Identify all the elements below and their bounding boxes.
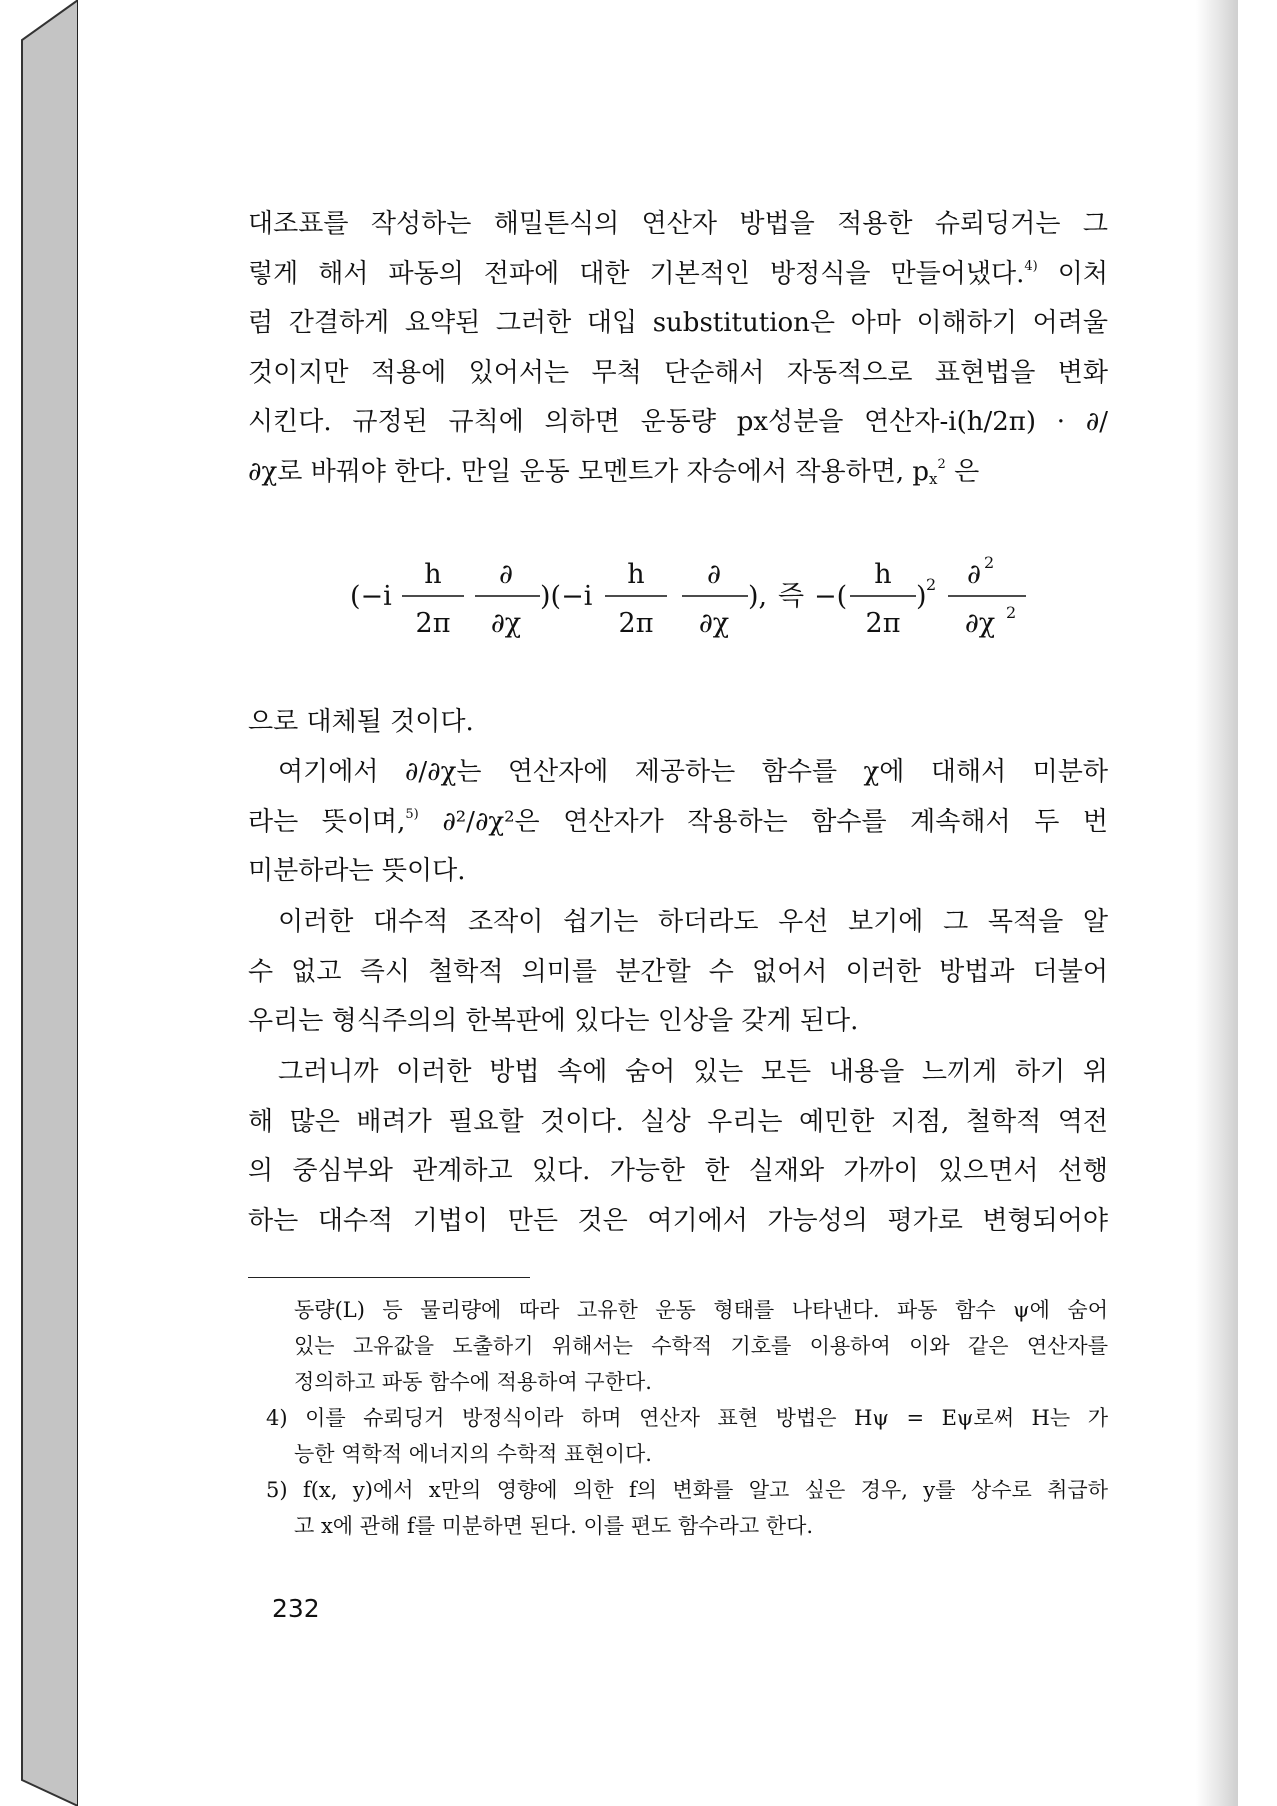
eq-neg-open: −( [814, 581, 848, 612]
page-number: 232 [272, 1594, 320, 1623]
footnote-line: 정의하고 파동 함수에 적용하여 구한다. [294, 1370, 652, 1394]
text-line: 하는 대수적 기법이 만든 것은 여기에서 가능성의 평가로 변형되어야 [248, 1205, 1108, 1236]
text-line: 여기에서 ∂/∂χ는 연산자에 제공하는 함수를 χ에 대해서 미분하 [278, 757, 1108, 787]
text-line: 의 중심부와 관계하고 있다. 가능한 한 실재와 가까이 있으면서 선행 [248, 1156, 1108, 1186]
eq-close-sq: ) [916, 581, 927, 612]
eq-mid: )(−i [540, 581, 593, 612]
text-line: 해 많은 배려가 필요할 것이다. 실상 우리는 예민한 지점, 철학적 역전 [248, 1106, 1108, 1137]
footnote-ref-4: 4) [1024, 258, 1038, 274]
eq-dchi-1: ∂χ [490, 608, 522, 639]
eq-2pi-3: 2π [865, 608, 901, 639]
paragraph-1 [248, 200, 1108, 497]
paragraph-5 [248, 1048, 1108, 1246]
footnote-5 [248, 1472, 1108, 1544]
paragraph-3 [248, 748, 1108, 897]
eq-h-3: h [874, 559, 892, 590]
text-line: 시킨다. 규정된 규칙에 의하면 운동량 px성분을 연산자-i(h/2π) · ∂/ [248, 407, 1108, 437]
page-edge-shadow [1196, 0, 1238, 1806]
eq-open: (−i [350, 581, 392, 612]
eq-partial-sq: ∂ [967, 559, 981, 590]
text-line: ∂χ로 바꿔야 한다. 만일 운동 모멘트가 자승에서 작용하면, $p_x^2$ 은 [248, 456, 980, 488]
text-line: 대조표를 작성하는 해밀튼식의 연산자 방법을 적용한 슈뢰딩거는 그 [248, 209, 1108, 239]
eq-dchi-sq: ∂χ [964, 608, 996, 639]
footnote-divider [248, 1277, 530, 1278]
eq-2pi-1: 2π [415, 608, 451, 639]
text-line: 이러한 대수적 조작이 쉽기는 하더라도 우선 보기에 그 목적을 알 [278, 907, 1108, 937]
svg-text:2: 2 [984, 553, 995, 572]
eq-sq: 2 [926, 575, 937, 594]
text-line: 미분하라는 뜻이다. [248, 856, 466, 886]
text-line: 렇게 해서 파동의 전파에 대한 기본적인 방정식을 만들어냈다.$^{4)}$ 이처 [248, 258, 1108, 289]
eq-h-1: h [424, 559, 442, 590]
eq-partial-2: ∂ [707, 559, 721, 590]
eq-close: ), [748, 581, 768, 612]
eq-partial-1: ∂ [499, 559, 513, 590]
footnote-line: 있는 고유값을 도출하기 위해서는 수학적 기호를 이용하여 이와 같은 연산자를 [294, 1334, 1108, 1358]
paragraph-4 [248, 898, 1108, 1047]
text-line: 라는 뜻이며,$^{5)}$ ∂²/∂χ²은 연산자가 작용하는 함수를 계속해서 두 번 [248, 806, 1108, 837]
footnote-4 [248, 1400, 1108, 1472]
footnote-line: 동량(L) 등 물리량에 따라 고유한 운동 형태를 나타낸다. 파동 함수 ψ에 숨어 [294, 1298, 1108, 1322]
text-line: 럼 간결하게 요약된 그러한 대입 substitution은 아마 이해하기 어려울 [248, 308, 1108, 338]
text-line: 것이지만 적용에 있어서는 무척 단순해서 자동적으로 표현법을 변화 [248, 357, 1108, 388]
footnote-line: 4) 이를 슈뢰딩거 방정식이라 하며 연산자 표현 방법은 Hψ = Eψ로써 H는 가 [266, 1406, 1108, 1430]
text-line: 우리는 형식주의의 한복판에 있다는 인상을 갖게 된다. [248, 1006, 859, 1036]
footnote-continuation [248, 1292, 1108, 1400]
paragraph-2: 으로 대체될 것이다. [248, 707, 474, 737]
footnote-ref-5: 5) [405, 806, 419, 822]
footnote-line: 5) f(x, y)에서 x만의 영향에 의한 f의 변화를 알고 싶은 경우, y를 상수로 취급하 [266, 1478, 1108, 1502]
footnote-line: 능한 역학적 에너지의 수학적 표현이다. [294, 1442, 652, 1466]
display-equation [350, 548, 1030, 648]
eq-dchi-2: ∂χ [698, 608, 730, 639]
eq-2pi-2: 2π [618, 608, 654, 639]
eq-h-2: h [627, 559, 645, 590]
book-spine [0, 0, 80, 1806]
text-line: 수 없고 즉시 철학적 의미를 분간할 수 없어서 이러한 방법과 더불어 [248, 956, 1108, 987]
svg-text:2: 2 [1006, 603, 1017, 622]
text-line: 그러니까 이러한 방법 속에 숨어 있는 모든 내용을 느끼게 하기 위 [278, 1057, 1108, 1087]
footnote-line: 고 x에 관해 f를 미분하면 된다. 이를 편도 함수라고 한다. [294, 1514, 814, 1538]
eq-word: 즉 [778, 581, 805, 612]
